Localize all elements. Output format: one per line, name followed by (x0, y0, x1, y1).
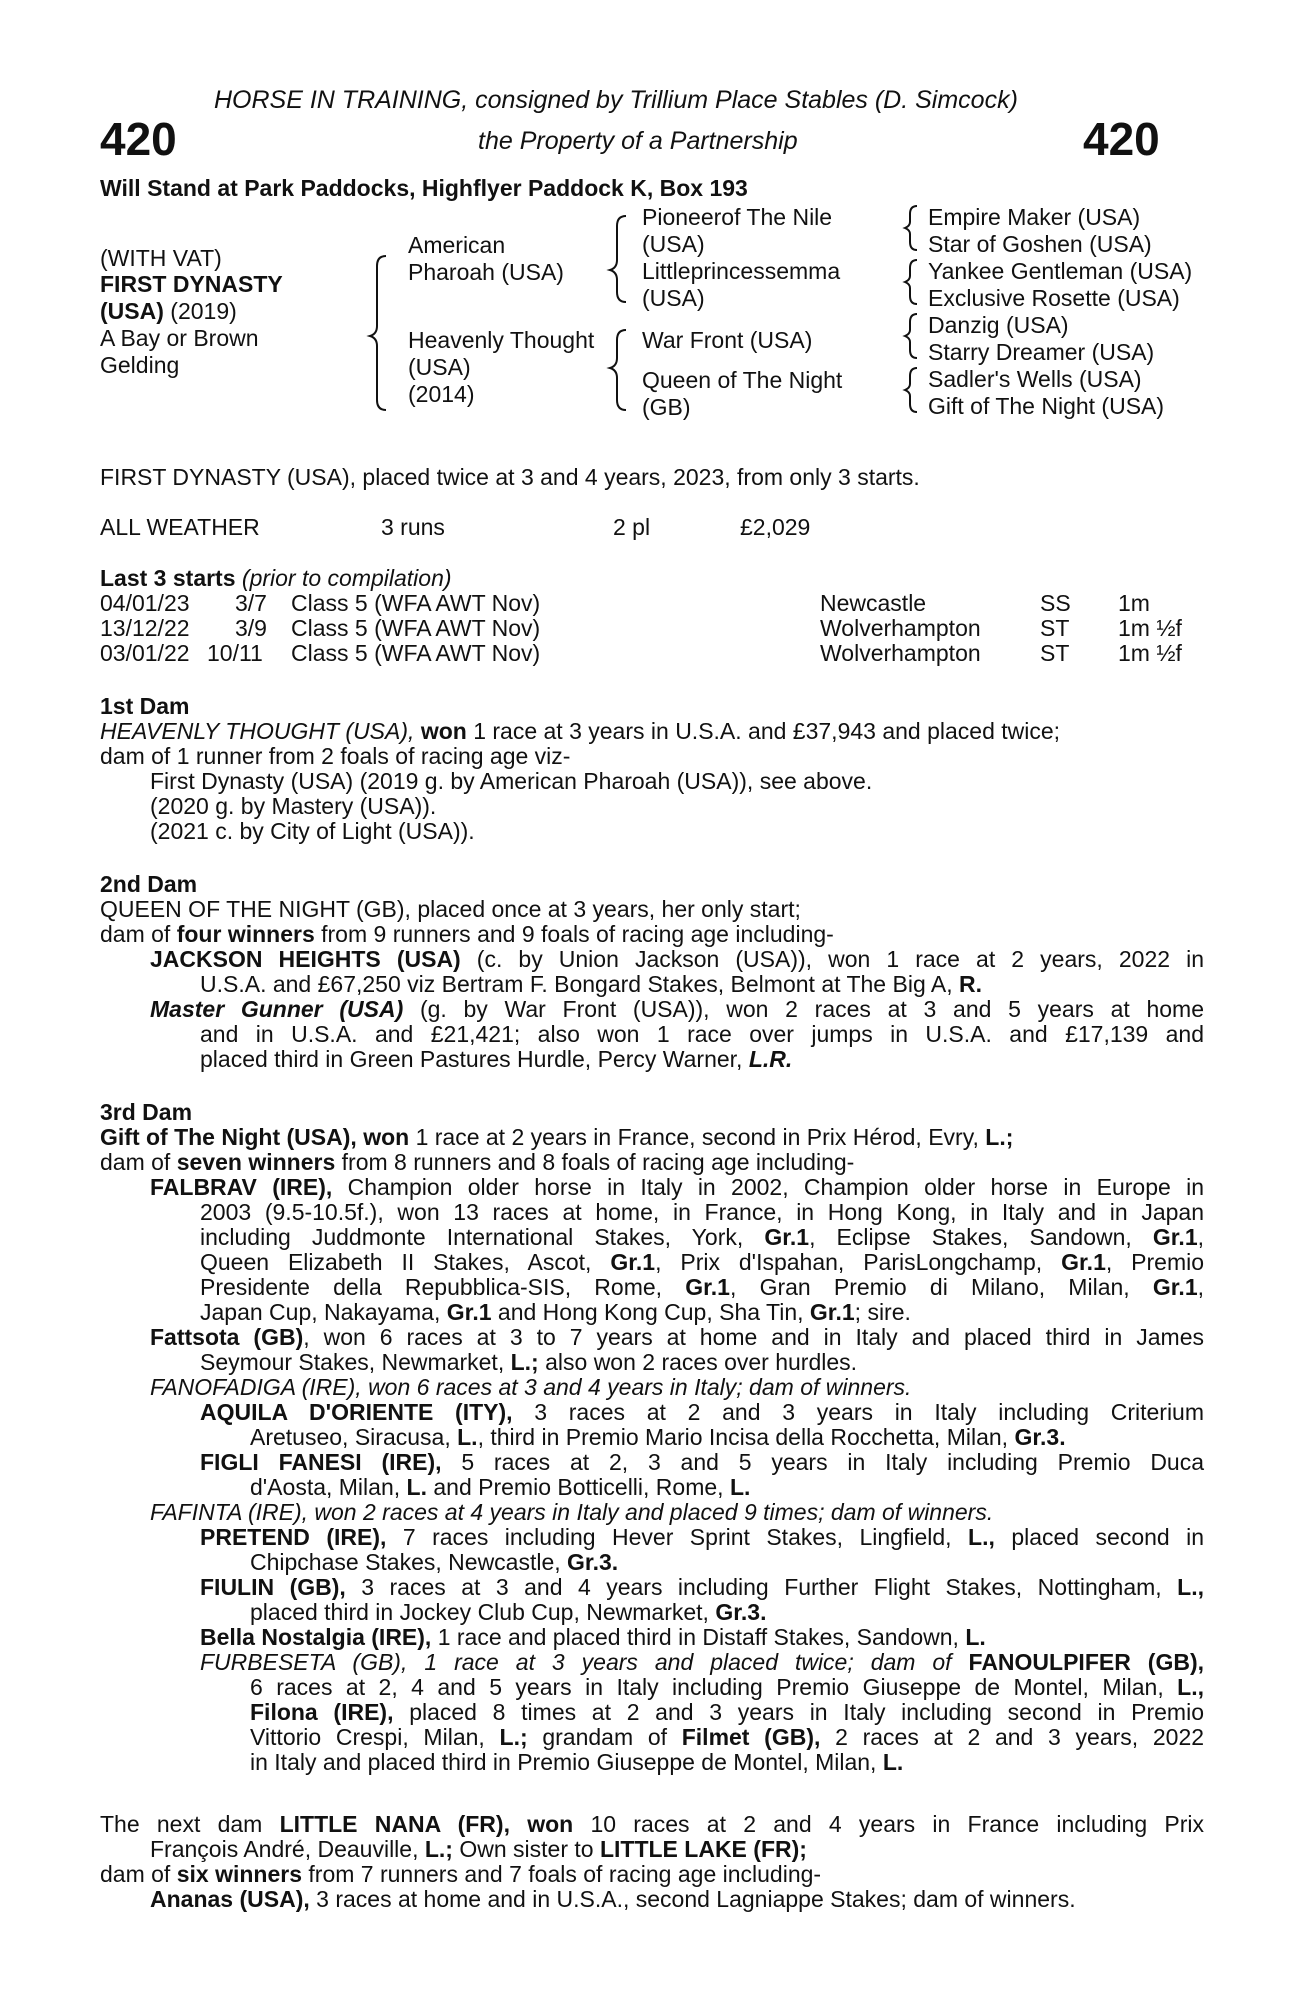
listed-mark: L.; (424, 1836, 453, 1862)
horse-year: (2019) (170, 298, 237, 324)
start-distance: 1m (1118, 590, 1150, 616)
listed-mark: L. (729, 1474, 751, 1500)
text: placed third in Jockey Club Cup, Newmarket, (250, 1599, 709, 1625)
next-dam-name: LITTLE NANA (FR), (279, 1811, 510, 1837)
filona-line1 (250, 1700, 1204, 1725)
text: François André, Deauville, (150, 1836, 419, 1862)
text: Champion older horse in Italy in 2002, Champion older horse in Europe in (347, 1174, 1205, 1200)
dam-line1: Heavenly Thought (408, 327, 595, 353)
aquila-line1 (200, 1400, 1204, 1425)
first-dam-won: won (420, 718, 467, 744)
last-starts-heading (100, 566, 452, 591)
text: 7 races including Hever Sprint Stakes, Lingfield, (402, 1524, 952, 1550)
text: Seymour Stakes, Newmarket, (200, 1349, 505, 1375)
text: Vittorio Crespi, Milan, (250, 1724, 485, 1750)
lot-number-left: 420 (100, 113, 177, 165)
listed-mark: L., (1177, 1674, 1205, 1700)
text: from 7 runners and 7 foals of racing age including- (308, 1861, 822, 1887)
ds-line: War Front (USA) (642, 327, 813, 353)
text: also won 2 races over hurdles. (545, 1349, 858, 1375)
text: Presidente della Repubblica-SIS, Rome, (200, 1274, 663, 1300)
comma: , (809, 1224, 816, 1250)
vat-label: (WITH VAT) (100, 245, 222, 271)
text: Own sister to (459, 1836, 594, 1862)
ss-line1: Pioneerof The Nile (642, 204, 833, 230)
text: Aretuseo, Siracusa, (250, 1424, 451, 1450)
third-dam-line2 (100, 1150, 854, 1175)
figli-line2 (250, 1475, 750, 1500)
listed-mark: L.; (985, 1124, 1014, 1150)
first-dam-l1-rest: 1 race at 3 years in U.S.A. and £37,943 and placed twice; (473, 718, 1061, 744)
listed-mark: L.R. (748, 1046, 793, 1072)
winners-count: four winners (176, 921, 315, 947)
record-runs: 3 runs (381, 514, 445, 540)
text: The next dam (100, 1811, 263, 1837)
won: won (363, 1124, 410, 1150)
bella-name: Bella Nostalgia (IRE), (200, 1624, 432, 1650)
text: dam of (100, 921, 171, 947)
pretend-name: PRETEND (IRE), (200, 1524, 387, 1550)
text: placed 8 times at 2 and 3 years in Italy including second in Premio (409, 1699, 1204, 1725)
fafinta-line: FAFINTA (IRE), won 2 races at 4 years in Italy and placed 9 times; dam of winners. (150, 1499, 994, 1525)
group-mark: Gr.1 (809, 1299, 855, 1325)
sire-brace (610, 216, 626, 302)
third-dam-line1 (100, 1125, 1013, 1150)
pretend-line2 (250, 1550, 618, 1575)
text: and Hong Kong Cup, Sha Tin, (497, 1299, 804, 1325)
filona-line2 (250, 1725, 1204, 1750)
start-course: Newcastle (820, 590, 927, 616)
furbeseta-line1 (200, 1650, 1204, 1675)
furbeseta-line2 (250, 1675, 1204, 1700)
text: 5 races at 2, 3 and 5 years in Italy including Premio Duca (461, 1449, 1205, 1475)
sss: Empire Maker (USA) (928, 204, 1141, 230)
falbrav-name: FALBRAV (IRE), (150, 1174, 333, 1200)
text: Queen Elizabeth II Stakes, Ascot, (200, 1249, 592, 1275)
figli-name: FIGLI FANESI (IRE), (200, 1449, 442, 1475)
group-mark: Gr.1 (685, 1274, 730, 1300)
text: , third in Premio Mario Incisa della Rocchetta, Milan, (477, 1424, 1009, 1450)
first-dam-name: HEAVENLY THOUGHT (USA), (100, 718, 415, 744)
dam-brace (610, 330, 626, 410)
text: dam of (100, 1149, 171, 1175)
main-brace (370, 256, 386, 410)
dsd: Starry Dreamer (USA) (928, 339, 1155, 365)
next-dam-line2 (150, 1837, 807, 1862)
dam-line2: (USA) (408, 354, 471, 380)
falbrav-line2: 2003 (9.5-10.5f.), won 13 races at home, in France, in Hong Kong, in Italy and in Japan (200, 1199, 1204, 1225)
next-dam-line1 (100, 1812, 1204, 1837)
third-dam-name: Gift of The Night (USA), (100, 1124, 357, 1150)
jackson-heights-line1 (150, 947, 1204, 972)
fiulin-line2 (250, 1600, 766, 1625)
text: including Juddmonte International Stakes, York, (200, 1224, 744, 1250)
text: 2 races at 2 and 3 years, 2022 (835, 1724, 1205, 1750)
text: grandam of (542, 1724, 668, 1750)
first-dam-produce-3: (2021 c. by City of Light (USA)). (150, 818, 475, 844)
start-race: Class 5 (WFA AWT Nov) (291, 615, 541, 641)
listed-mark: L. (406, 1474, 427, 1500)
group-mark: Gr.1 (764, 1224, 810, 1250)
group-mark: Gr.3. (567, 1549, 619, 1575)
master-gunner-name: Master Gunner (USA) (150, 996, 404, 1022)
text: and Premio Botticelli, Rome, (433, 1474, 724, 1500)
last-starts-title: Last 3 starts (100, 565, 236, 591)
falbrav-line6 (200, 1300, 911, 1325)
first-dam-line1 (100, 719, 1060, 744)
text: (g. by War Front (USA)), won 2 races at 3 and 5 years at home (419, 996, 1204, 1022)
second-dam-line2 (100, 922, 834, 947)
jackson-heights-line2 (200, 972, 982, 997)
master-gunner-line3 (200, 1047, 792, 1072)
group-mark: Gr.1 (1152, 1274, 1198, 1300)
listed-mark: L. (965, 1624, 986, 1650)
text: Premio (1131, 1249, 1205, 1275)
comma: , (655, 1249, 662, 1275)
text: Gran Premio di Milano, Milan, (759, 1274, 1130, 1300)
text: 1 race and placed third in Distaff Stakes, Sandown, (437, 1624, 959, 1650)
listed-mark: R. (958, 971, 982, 997)
start-position: 10/11 (207, 640, 263, 666)
listed-mark: L.; (510, 1349, 539, 1375)
group-mark: Gr.1 (610, 1249, 656, 1275)
group-mark: Gr.1 (446, 1299, 492, 1325)
comma: , (1197, 1274, 1205, 1300)
listed-mark: L., (968, 1524, 995, 1550)
text: dam of (100, 1861, 171, 1887)
ssd: Star of Goshen (USA) (928, 231, 1152, 257)
text: , won 6 races at 3 to 7 years at home and in Italy and placed third in James (303, 1324, 1204, 1350)
sire-line2: Pharoah (USA) (408, 259, 564, 285)
start-distance: 1m ½f (1118, 615, 1182, 641)
first-dam-produce-2: (2020 g. by Mastery (USA)). (150, 793, 437, 819)
start-date: 04/01/23 (100, 590, 190, 616)
text: U.S.A. and £67,250 viz Bertram F. Bongard Stakes, Belmont at The Big A, (200, 971, 953, 997)
horse-country: (USA) (100, 298, 164, 324)
first-dam-line2: dam of 1 runner from 2 foals of racing age viz- (100, 743, 571, 769)
fanoulpifer-name: FANOULPIFER (GB), (968, 1649, 1204, 1675)
start-date: 13/12/22 (100, 615, 190, 641)
falbrav-line3 (200, 1225, 1204, 1250)
listed-mark: L.; (499, 1724, 528, 1750)
first-dam-heading: 1st Dam (100, 693, 190, 719)
third-dam-heading: 3rd Dam (100, 1099, 193, 1125)
fiulin-name: FIULIN (GB), (200, 1574, 346, 1600)
start-date: 03/01/22 (100, 640, 190, 666)
second-dam-heading: 2nd Dam (100, 871, 198, 897)
falbrav-line4 (200, 1250, 1204, 1275)
horse-name: FIRST DYNASTY (100, 271, 283, 297)
text: (c. by Union Jackson (USA)), won 1 race at 2 years, 2022 in (476, 946, 1204, 972)
start-distance: 1m ½f (1118, 640, 1182, 666)
won: won (527, 1811, 574, 1837)
text: Prix d'Ispahan, ParisLongchamp, (680, 1249, 1043, 1275)
first-dam-produce-1: First Dynasty (USA) (2019 g. by American Pharoah (USA)), see above. (150, 768, 873, 794)
horse-description: A Bay or Brown (100, 325, 259, 351)
dam-line3: (2014) (408, 381, 475, 407)
listed-mark: L. (457, 1424, 478, 1450)
start-position: 3/7 (235, 590, 267, 616)
ananas-line (150, 1887, 1076, 1912)
property-line: the Property of a Partnership (478, 127, 798, 155)
text: FURBESETA (GB), 1 race at 3 years and placed twice; dam of (200, 1649, 952, 1675)
horse-sex: Gelding (100, 352, 180, 378)
text: from 8 runners and 8 foals of racing age including- (341, 1149, 855, 1175)
summary: FIRST DYNASTY (USA), placed twice at 3 and 4 years, 2023, from only 3 starts. (100, 464, 920, 490)
sd-line2: (USA) (642, 285, 705, 311)
text: 6 races at 2, 4 and 5 years in Italy including Premio Giuseppe de Montel, Milan, (250, 1674, 1164, 1700)
text: 10 races at 2 and 4 years in France including Prix (590, 1811, 1204, 1837)
ddd: Gift of The Night (USA) (928, 393, 1165, 419)
start-course: Wolverhampton (820, 640, 981, 666)
second-dam-line1: QUEEN OF THE NIGHT (GB), placed once at 3 years, her only start; (100, 896, 801, 922)
text: 3 races at 3 and 4 years including Further Flight Stakes, Nottingham, (361, 1574, 1162, 1600)
consign-line: HORSE IN TRAINING, consigned by Trillium Place Stables (D. Simcock) (214, 86, 1018, 114)
record-placed: 2 pl (613, 514, 651, 540)
ss-line2: (USA) (642, 231, 705, 257)
dd-line1: Queen of The Night (642, 367, 843, 393)
pretend-line1 (200, 1525, 1204, 1550)
falbrav-line1 (150, 1175, 1204, 1200)
text: placed second in (1011, 1524, 1205, 1550)
record-surface: ALL WEATHER (100, 514, 260, 540)
group-mark: Gr.3. (715, 1599, 767, 1625)
master-gunner-line1 (150, 997, 1204, 1022)
fiulin-line1 (200, 1575, 1204, 1600)
aquila-line2 (250, 1425, 1066, 1450)
text: in Italy and placed third in Premio Giuseppe de Montel, Milan, (250, 1749, 877, 1775)
text: 1 race at 2 years in France, second in Prix Hérod, Evry, (415, 1124, 979, 1150)
text: Eclipse Stakes, Sandown, (836, 1224, 1132, 1250)
jackson-heights-name: JACKSON HEIGHTS (USA) (150, 946, 461, 972)
winners-count: seven winners (176, 1149, 336, 1175)
ananas-name: Ananas (USA), (150, 1886, 310, 1912)
lot-number-right: 420 (1083, 113, 1160, 165)
start-race: Class 5 (WFA AWT Nov) (291, 590, 541, 616)
bella-line (200, 1625, 986, 1650)
next-dam-line3 (100, 1862, 821, 1887)
start-position: 3/9 (235, 615, 267, 641)
stand-line: Will Stand at Park Paddocks, Highflyer Paddock K, Box 193 (100, 175, 748, 201)
text: Japan Cup, Nakayama, (200, 1299, 441, 1325)
figli-line1 (200, 1450, 1204, 1475)
text: 3 races at home and in U.S.A., second Lagniappe Stakes; dam of winners. (316, 1886, 1076, 1912)
text: 3 races at 2 and 3 years in Italy including Criterium (534, 1399, 1205, 1425)
start-course: Wolverhampton (820, 615, 981, 641)
text: d'Aosta, Milan, (250, 1474, 401, 1500)
sire-line1: American (408, 232, 506, 258)
filona-name: Filona (IRE), (250, 1699, 394, 1725)
start-race: Class 5 (WFA AWT Nov) (291, 640, 541, 666)
falbrav-line5 (200, 1275, 1204, 1300)
dss: Danzig (USA) (928, 312, 1069, 338)
group-mark: Gr.1 (1061, 1249, 1106, 1275)
dd-line2: (GB) (642, 394, 691, 420)
filona-line3 (250, 1750, 903, 1775)
listed-mark: L. (882, 1749, 904, 1775)
dds: Sadler's Wells (USA) (928, 366, 1142, 392)
winners-count: six winners (176, 1861, 302, 1887)
fattsota-line2 (200, 1350, 857, 1375)
last-starts-note: (prior to compilation) (241, 565, 452, 591)
comma: , (729, 1274, 737, 1300)
group-mark: Gr.1 (1152, 1224, 1198, 1250)
listed-mark: L., (1177, 1574, 1204, 1600)
group-mark: Gr.3. (1014, 1424, 1066, 1450)
little-lake-name: LITTLE LAKE (FR); (599, 1836, 807, 1862)
master-gunner-line2: and in U.S.A. and £21,421; also won 1 race over jumps in U.S.A. and £17,139 and (200, 1021, 1204, 1047)
aquila-name: AQUILA D'ORIENTE (ITY), (200, 1399, 513, 1425)
text: from 9 runners and 9 foals of racing age including- (321, 921, 834, 947)
start-going: SS (1040, 590, 1071, 616)
filmet-name: Filmet (GB), (681, 1724, 821, 1750)
text: ; sire. (854, 1299, 911, 1325)
text: Chipchase Stakes, Newcastle, (250, 1549, 561, 1575)
comma: , (1105, 1249, 1113, 1275)
record-earnings: £2,029 (740, 514, 811, 540)
fanofadiga-line: FANOFADIGA (IRE), won 6 races at 3 and 4 years in Italy; dam of winners. (150, 1374, 912, 1400)
sd-line1: Littleprincessemma (642, 258, 841, 284)
fattsota-name: Fattsota (GB) (150, 1324, 304, 1350)
text: placed third in Green Pastures Hurdle, Percy Warner, (200, 1046, 743, 1072)
comma: , (1197, 1224, 1205, 1250)
fattsota-line1 (150, 1325, 1204, 1350)
start-going: ST (1040, 640, 1070, 666)
start-going: ST (1040, 615, 1070, 641)
sdd: Exclusive Rosette (USA) (928, 285, 1180, 311)
sds: Yankee Gentleman (USA) (928, 258, 1193, 284)
